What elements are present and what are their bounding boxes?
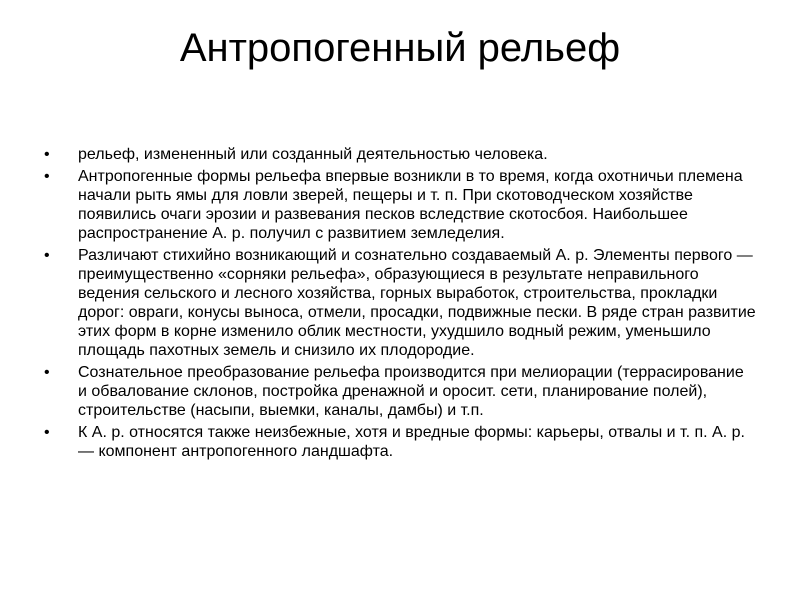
slide-title: Антропогенный рельеф: [179, 26, 621, 70]
bullet-text: Антропогенные формы рельефа впервые возникли в то время, когда охотничьи племена начали рыть ямы для ловли зверей, пещеры и т. п. При скотоводческом хозяйстве появились очаги эрозии и развевания песков вследствие скотосбоя. Наибольшее распространение А. р. получил с развитием земледелия.: [78, 168, 743, 242]
bullet-item: [40, 167, 756, 243]
bullet-item: [40, 363, 756, 420]
bullet-dot-icon: •: [44, 424, 50, 441]
bullet-dot-icon: •: [44, 247, 50, 264]
bullet-dot-icon: •: [44, 168, 50, 185]
bullet-text: Сознательное преобразование рельефа производится при мелиорации (террасирование и обвалование склонов, постройка дренажной и оросит. сети, планирование полей), строительстве (насыпи, выемки, каналы, дамбы) и т.п.: [78, 364, 744, 419]
bullet-list: [40, 145, 756, 464]
bullet-text: К А. р. относятся также неизбежные, хотя и вредные формы: карьеры, отвалы и т. п. А. р. — компонент антропогенного ландшафта.: [78, 424, 745, 460]
bullet-dot-icon: •: [44, 146, 50, 163]
bullet-dot-icon: •: [44, 364, 50, 381]
bullet-text: Различают стихийно возникающий и сознательно создаваемый А. р. Элементы первого — преимущественно «сорняки рельефа», образующиеся в результате неправильного ведения сельского и лесного хозяйства, горных выработок, строительства, прокладки дорог: овраги, конусы выноса, отмели, просадки, подвижные пески. В ряде стран развитие этих форм в корне изменило облик местности, ухудшило водный режим, уменьшило площадь пахотных земель и снизило их плодородие.: [78, 247, 756, 359]
bullet-item: [40, 423, 756, 461]
bullet-text: рельеф, измененный или созданный деятельностью человека.: [78, 146, 548, 163]
bullet-item: [40, 145, 756, 164]
bullet-item: [40, 246, 756, 360]
